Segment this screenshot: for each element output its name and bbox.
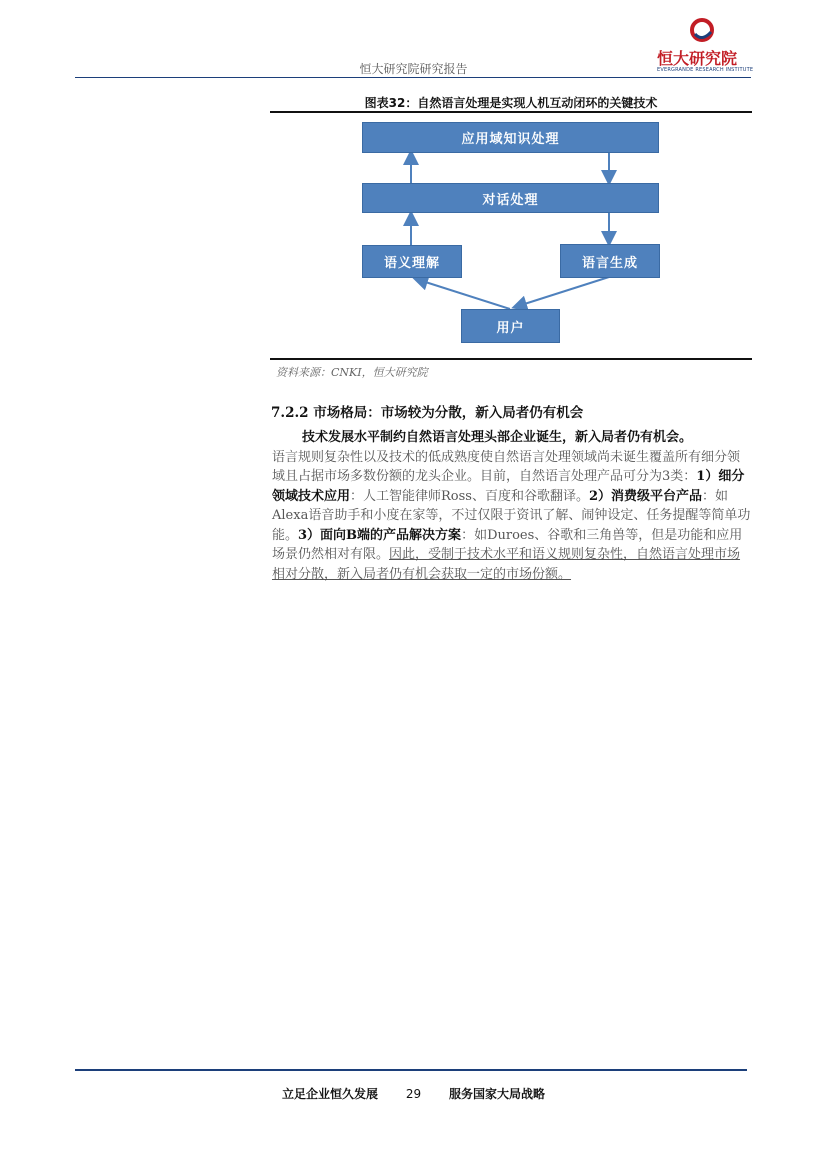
paragraph-bold-3: 3）面向B端的产品解决方案 bbox=[298, 527, 462, 543]
box-user: 用户 bbox=[461, 309, 560, 343]
paragraph-conclusion: 因此，受制于技术水平和语义规则复杂性，自然语言处理市场相对分散，新入局者仍有机会获取一定的市场份额。 bbox=[272, 547, 741, 582]
figure-source: 资料来源：CNKI，恒大研究院 bbox=[276, 366, 428, 379]
paragraph-lead: 技术发展水平制约自然语言处理头部企业诞生，新入局者仍有机会。 bbox=[302, 430, 693, 445]
body-paragraph bbox=[272, 428, 752, 584]
box-dialog-processing: 对话处理 bbox=[362, 183, 659, 213]
paragraph-text-1: 语言规则复杂性以及技术的低成熟度使自然语言处理领域尚未诞生覆盖所有细分领域且占据市场多数份额的龙头企业。目前，自然语言处理产品可分为3类： bbox=[272, 449, 741, 484]
section-heading: 7.2.2 市场格局：市场较为分散，新入局者仍有机会 bbox=[271, 405, 584, 421]
box-domain-knowledge: 应用域知识处理 bbox=[362, 122, 659, 153]
page-number: 29 bbox=[405, 1087, 422, 1101]
arrow-user-to-understand bbox=[416, 279, 510, 309]
paragraph-bold-1: 1）细分领域技术应用 bbox=[272, 469, 745, 504]
figure-bottom-rule bbox=[270, 358, 752, 360]
logo-name: 恒大研究院 bbox=[657, 49, 738, 68]
paragraph-text-2: ：人工智能律师Ross、百度和谷歌翻译。 bbox=[350, 488, 589, 504]
figure-title: 图表32：自然语言处理是实现人机互动闭环的关键技术 bbox=[364, 96, 658, 110]
paragraph-text-3: ：如Alexa语音助手和小度在家等，不过仅限于资讯了解、闹钟设定、任务提醒等简单功能。 bbox=[272, 488, 751, 543]
box-semantic-understanding: 语义理解 bbox=[362, 245, 462, 278]
footer-left-slogan: 立足企业恒久发展 bbox=[282, 1087, 379, 1101]
paragraph-text-4: ：如Duroes、谷歌和三角兽等，但是功能和应用场景仍然相对有限。 bbox=[272, 527, 743, 562]
arrow-generate-to-user bbox=[515, 277, 609, 307]
logo-subtitle: EVERGRANDE RESEARCH INSTITUTE bbox=[657, 67, 754, 73]
box-language-generation: 语言生成 bbox=[560, 244, 660, 278]
paragraph-bold-2: 2）消费级平台产品 bbox=[588, 488, 703, 504]
report-header-title: 恒大研究院研究报告 bbox=[359, 62, 468, 76]
footer-divider bbox=[75, 1069, 747, 1071]
footer-right-slogan: 服务国家大局战略 bbox=[448, 1087, 545, 1101]
page-footer bbox=[0, 1085, 827, 1102]
